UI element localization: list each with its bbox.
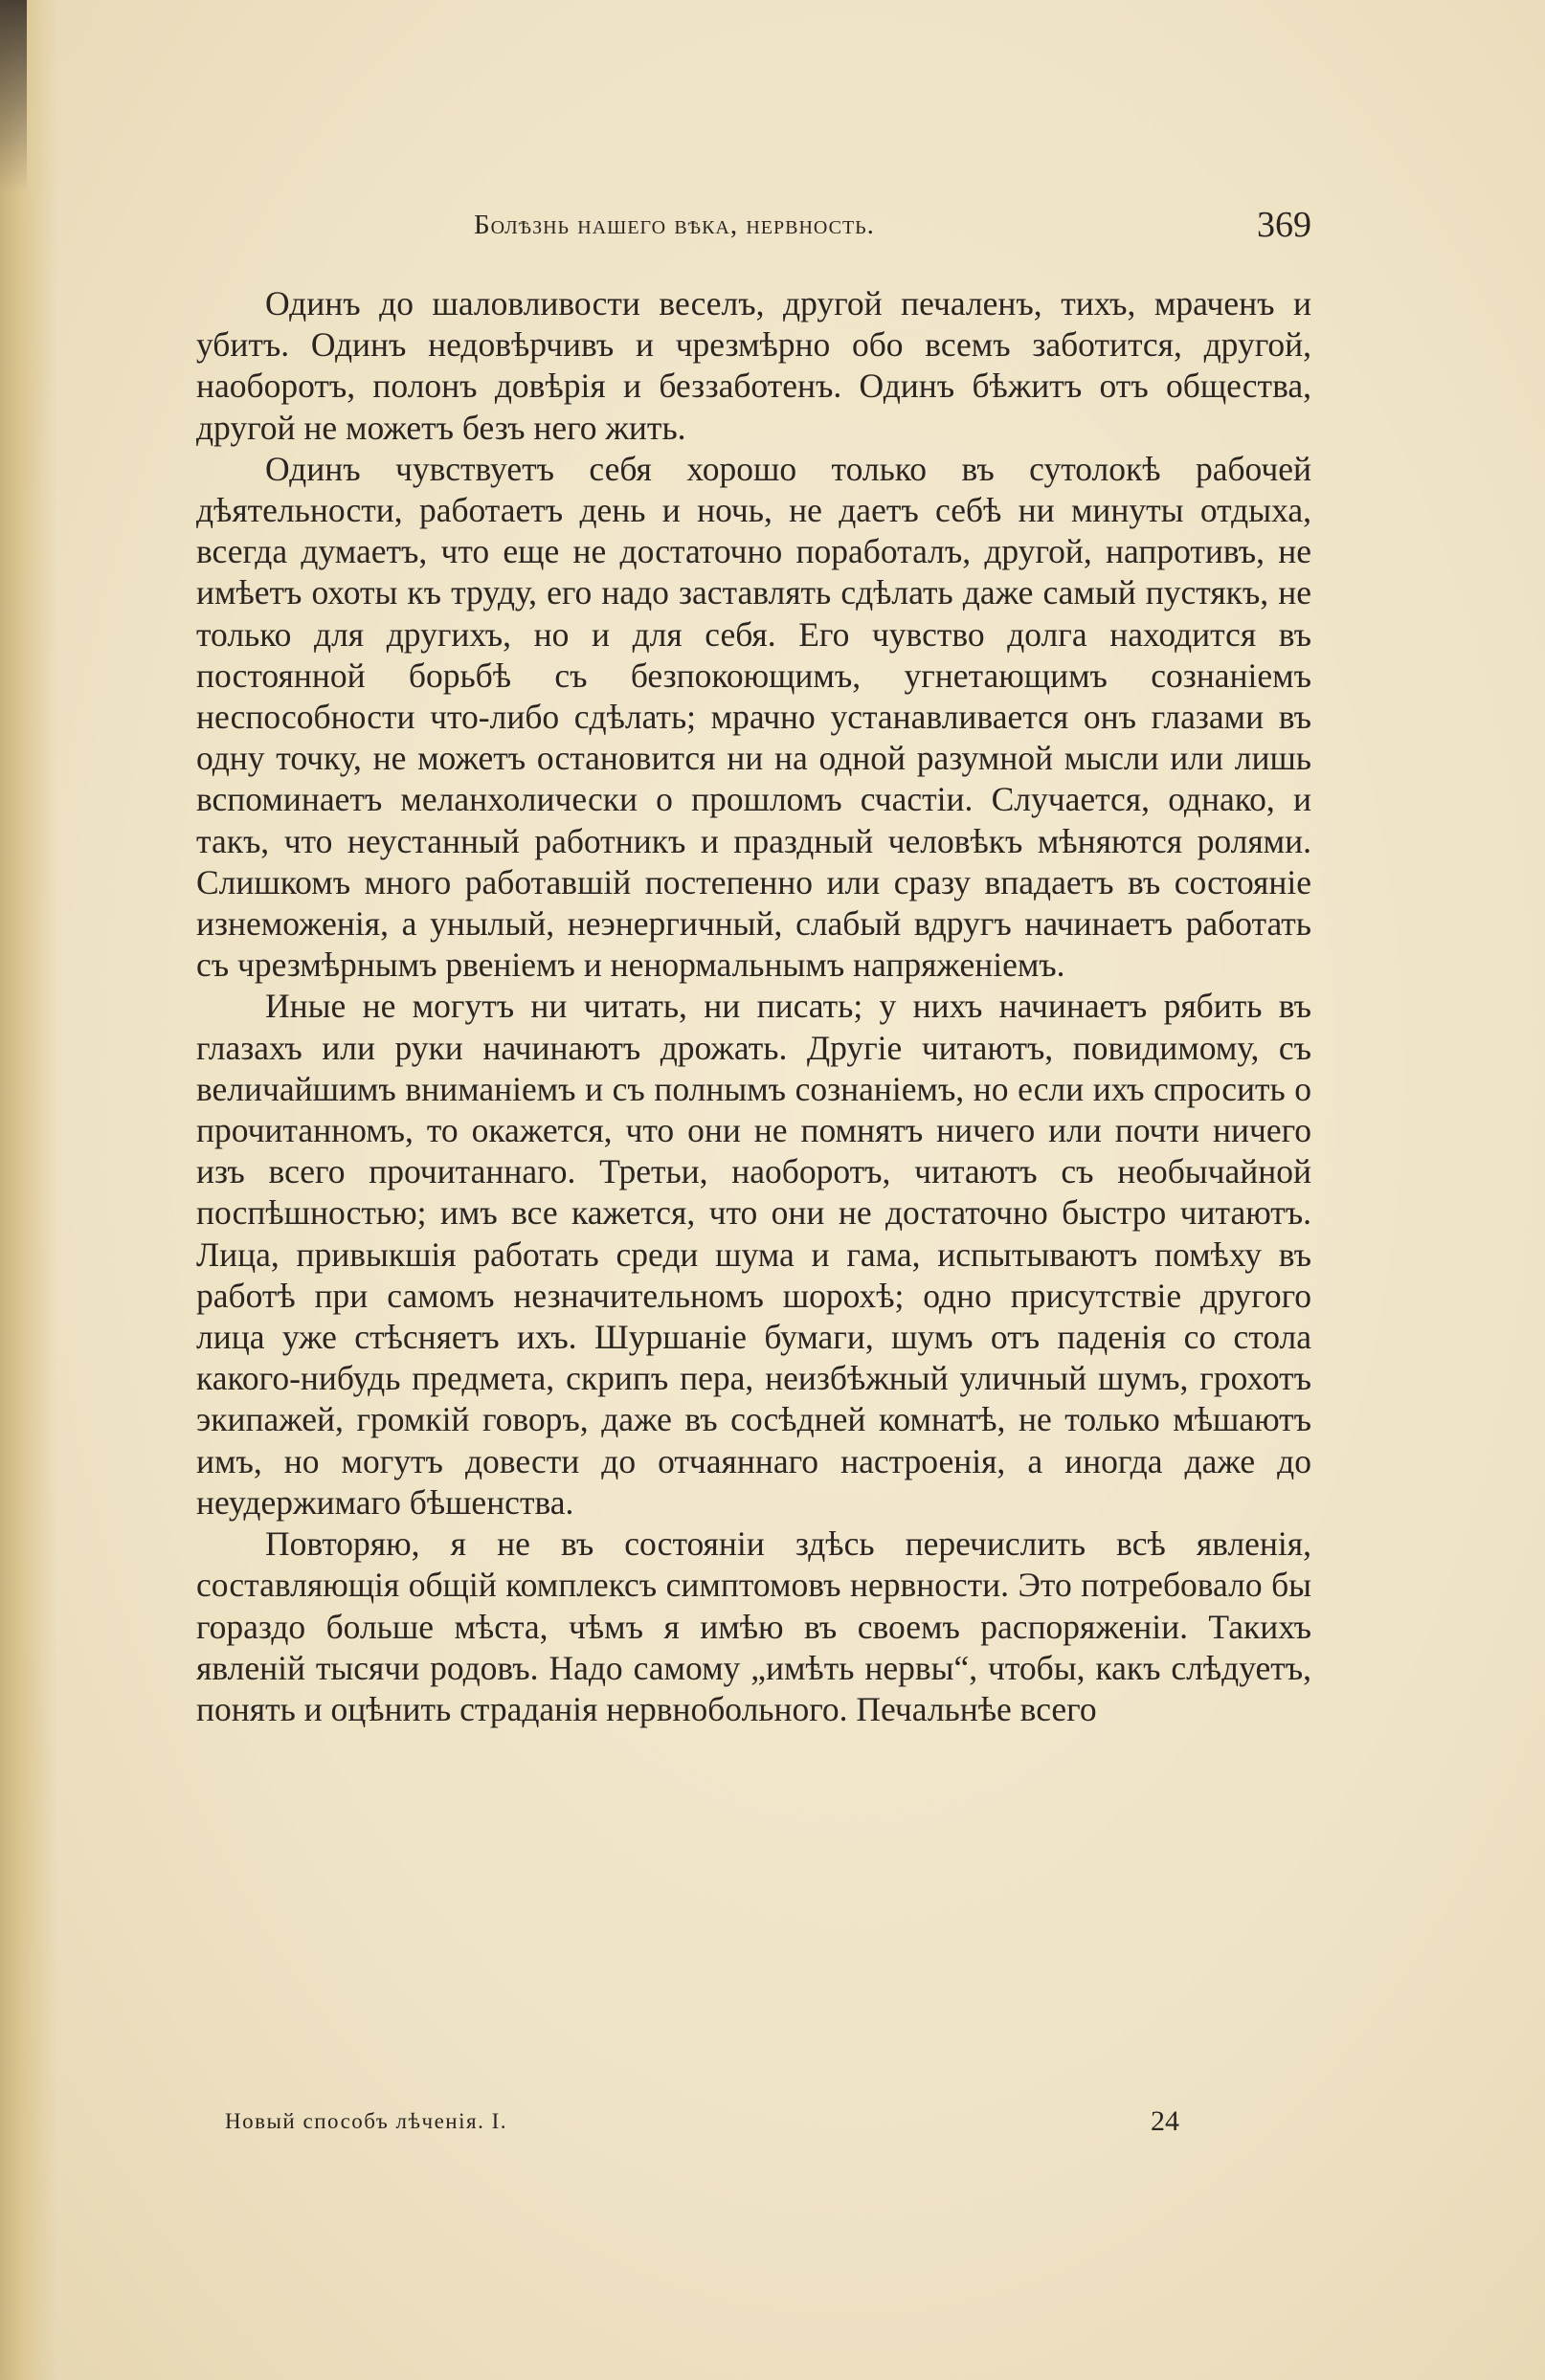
sheet-number: 24 — [1151, 2105, 1179, 2137]
page-header — [196, 204, 1311, 261]
body-text — [196, 283, 1311, 1730]
page-binding-edge — [0, 0, 57, 2380]
binding-shadow — [0, 0, 27, 191]
page-footer — [225, 2105, 1307, 2147]
paragraph-2: Одинъ чувствуетъ себя хорошо только въ сутолокѣ рабочей дѣятельности, работаетъ день и ночь, не даетъ себѣ ни минуты отдыха, всегда думаетъ, что еще не достаточно поработалъ, другой, напротивъ, не имѣетъ охоты къ труду, его надо заставлять сдѣлать даже самый пустякъ, не только для другихъ, но и для себя. Его чувство долга находится въ постоянной борьбѣ съ безпокоющимъ, угнетающимъ сознаніемъ неспособности что-либо сдѣлать; мрачно устанавливается онъ глазами въ одну точку, не можетъ остановится ни на одной разумной мысли или лишь вспоминаетъ меланхолически о прошломъ счастіи. Случается, однако, и такъ, что неустанный работникъ и праздный человѣкъ мѣняются ролями. Слишкомъ много работавшій постепенно или сразу впадаетъ въ состояніе изнеможенія, а унылый, неэнергичный, слабый вдругъ начинаетъ работать съ чрезмѣрнымъ рвеніемъ и ненормальнымъ напряженіемъ. — [196, 449, 1311, 985]
paragraph-4: Повторяю, я не въ состояніи здѣсь перечислить всѣ явленія, составляющія общій комплексъ симптомовъ нервности. Это потребовало бы гораздо больше мѣста, чѣмъ я имѣю въ своемъ распоряженіи. Такихъ явленій тысячи родовъ. Надо самому „имѣть нервы“, чтобы, какъ слѣдуетъ, понять и оцѣнить страданія нервнобольного. Печальнѣе всего — [196, 1524, 1311, 1728]
page-number: 369 — [1257, 205, 1311, 245]
paragraph-3: Иные не могутъ ни читать, ни писать; у нихъ начинаетъ рябить въ глазахъ или руки начинаютъ дрожать. Другіе читаютъ, повидимому, съ величайшимъ вниманіемъ и съ полнымъ сознаніемъ, но если ихъ спросить о прочитанномъ, то окажется, что они не помнятъ ничего или почти ничего изъ всего прочитаннаго. Третьи, наоборотъ, читаютъ съ необычайной поспѣшностью; имъ все кажется, что они не достаточно быстро читаютъ. Лица, привыкшія работать среди шума и гама, испытываютъ помѣху въ работѣ при самомъ незначительномъ шорохѣ; одно присутствіе другого лица уже стѣсняетъ ихъ. Шуршаніе бумаги, шумъ отъ паденія со стола какого-нибудь предмета, скрипъ пера, неизбѣжный уличный шумъ, грохотъ экипажей, громкій говоръ, даже въ сосѣдней комнатѣ, не только мѣшаютъ имъ, но могутъ довести до отчаяннаго настроенія, а иногда даже до неудержимаго бѣшенства. — [196, 987, 1311, 1522]
printer-signature: Новый способъ лѣченія. I. — [225, 2109, 507, 2133]
running-title: Болѣзнь нашего вѣка, нервность. — [474, 210, 875, 240]
paragraph-1: Одинъ до шаловливости веселъ, другой печаленъ, тихъ, мраченъ и убитъ. Одинъ недовѣрчивъ и чрезмѣрно обо всемъ заботится, другой, наоборотъ, полонъ довѣрія и беззаботенъ. Одинъ бѣжитъ отъ общества, другой не можетъ безъ него жить. — [196, 284, 1311, 447]
